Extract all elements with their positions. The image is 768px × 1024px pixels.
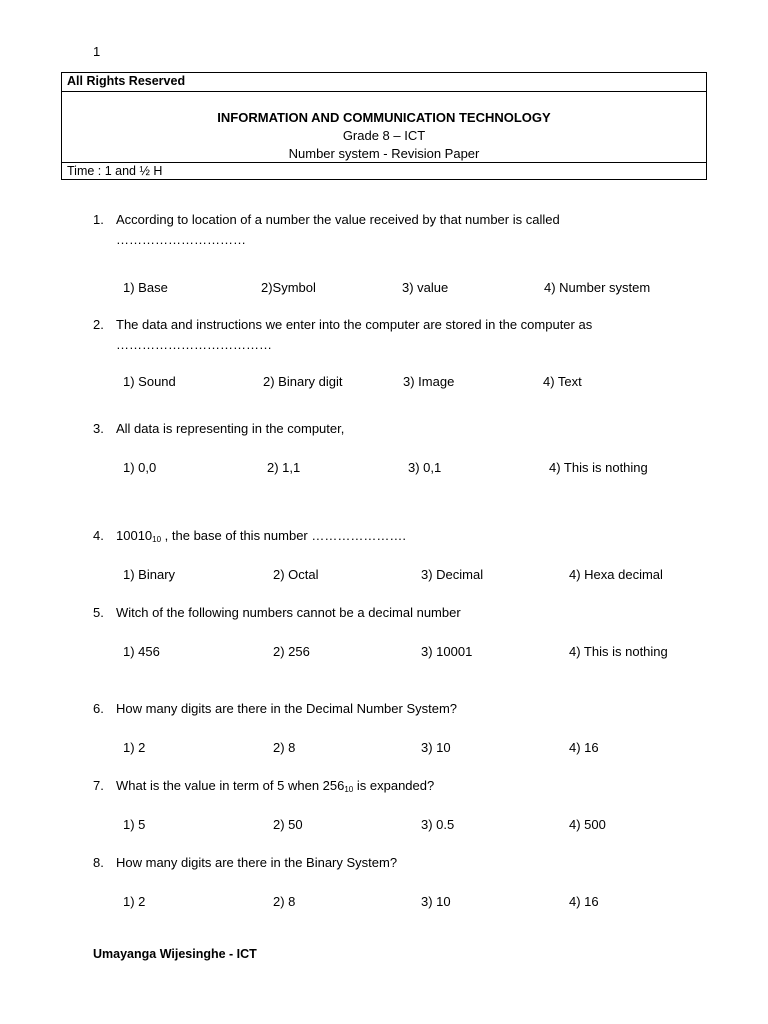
option-1: 1) 0,0 (123, 460, 157, 475)
option-3: 3) 10 (421, 894, 451, 909)
answer-blank: ………………………… (116, 232, 246, 247)
option-2: 2) 1,1 (267, 460, 301, 475)
question-number: 3. (93, 421, 104, 436)
question-text-main: What is the value in term of 5 when 256 (116, 778, 345, 793)
question-number: 1. (93, 212, 104, 227)
option-2: 2) Binary digit (263, 374, 343, 389)
option-3: 3) Decimal (421, 567, 484, 582)
question-text: According to location of a number the value received by that number is called (116, 212, 560, 227)
footer-author: Umayanga Wijesinghe - ICT (93, 947, 257, 961)
question-text: Witch of the following numbers cannot be a decimal number (116, 605, 461, 620)
header-divider-bottom (62, 162, 706, 163)
option-3: 3) 10 (421, 740, 451, 755)
rights-label: All Rights Reserved (67, 74, 186, 88)
option-4: 4) This is nothing (549, 460, 648, 475)
number-value: 10010 (116, 528, 153, 543)
option-3: 3) value (402, 280, 449, 295)
option-1: 1) 456 (123, 644, 160, 659)
paper-title: INFORMATION AND COMMUNICATION TECHNOLOGY (217, 110, 551, 125)
option-4: 4) 500 (569, 817, 606, 832)
base-subscript: 10 (344, 785, 354, 794)
header-box (61, 72, 707, 180)
question-text (116, 778, 434, 794)
option-3: 3) 0,1 (408, 460, 442, 475)
paper-subtitle: Number system - Revision Paper (288, 146, 480, 161)
option-2: 2) 256 (273, 644, 310, 659)
option-2: 2) 8 (273, 740, 296, 755)
question-text: All data is representing in the computer, (116, 421, 345, 436)
option-3: 3) 10001 (421, 644, 473, 659)
option-1: 1) 5 (123, 817, 146, 832)
question-number: 5. (93, 605, 104, 620)
time-label: Time : 1 and ½ H (67, 164, 163, 178)
question-text (116, 528, 406, 544)
header-divider-top (62, 91, 706, 92)
option-1: 1) Binary (123, 567, 176, 582)
option-1: 1) Sound (123, 374, 176, 389)
option-4: 4) Text (543, 374, 582, 389)
option-1: 1) 2 (123, 740, 146, 755)
option-4: 4) Number system (544, 280, 651, 295)
option-2: 2) 8 (273, 894, 296, 909)
answer-blank: ……………………………… (116, 337, 272, 352)
option-1: 1) 2 (123, 894, 146, 909)
base-subscript: 10 (152, 535, 162, 544)
question-number: 7. (93, 778, 104, 793)
question-text-rest: , the base of this number …………………. (161, 528, 406, 543)
option-4: 4) Hexa decimal (569, 567, 663, 582)
question-text: The data and instructions we enter into the computer are stored in the computer as (116, 317, 593, 332)
option-2: 2) 50 (273, 817, 303, 832)
option-4: 4) 16 (569, 894, 599, 909)
question-number: 2. (93, 317, 104, 332)
option-3: 3) Image (403, 374, 455, 389)
question-number: 6. (93, 701, 104, 716)
option-4: 4) 16 (569, 740, 599, 755)
grade-label: Grade 8 – ICT (342, 128, 426, 143)
option-1: 1) Base (123, 280, 168, 295)
page-number: 1 (93, 44, 101, 59)
question-text: How many digits are there in the Decimal Number System? (116, 701, 458, 716)
option-2: 2) Octal (273, 567, 319, 582)
question-number: 8. (93, 855, 104, 870)
question-text: How many digits are there in the Binary System? (116, 855, 398, 870)
option-4: 4) This is nothing (569, 644, 668, 659)
option-2: 2)Symbol (261, 280, 316, 295)
question-text-rest: is expanded? (353, 778, 435, 793)
option-3: 3) 0.5 (421, 817, 455, 832)
question-number: 4. (93, 528, 104, 543)
